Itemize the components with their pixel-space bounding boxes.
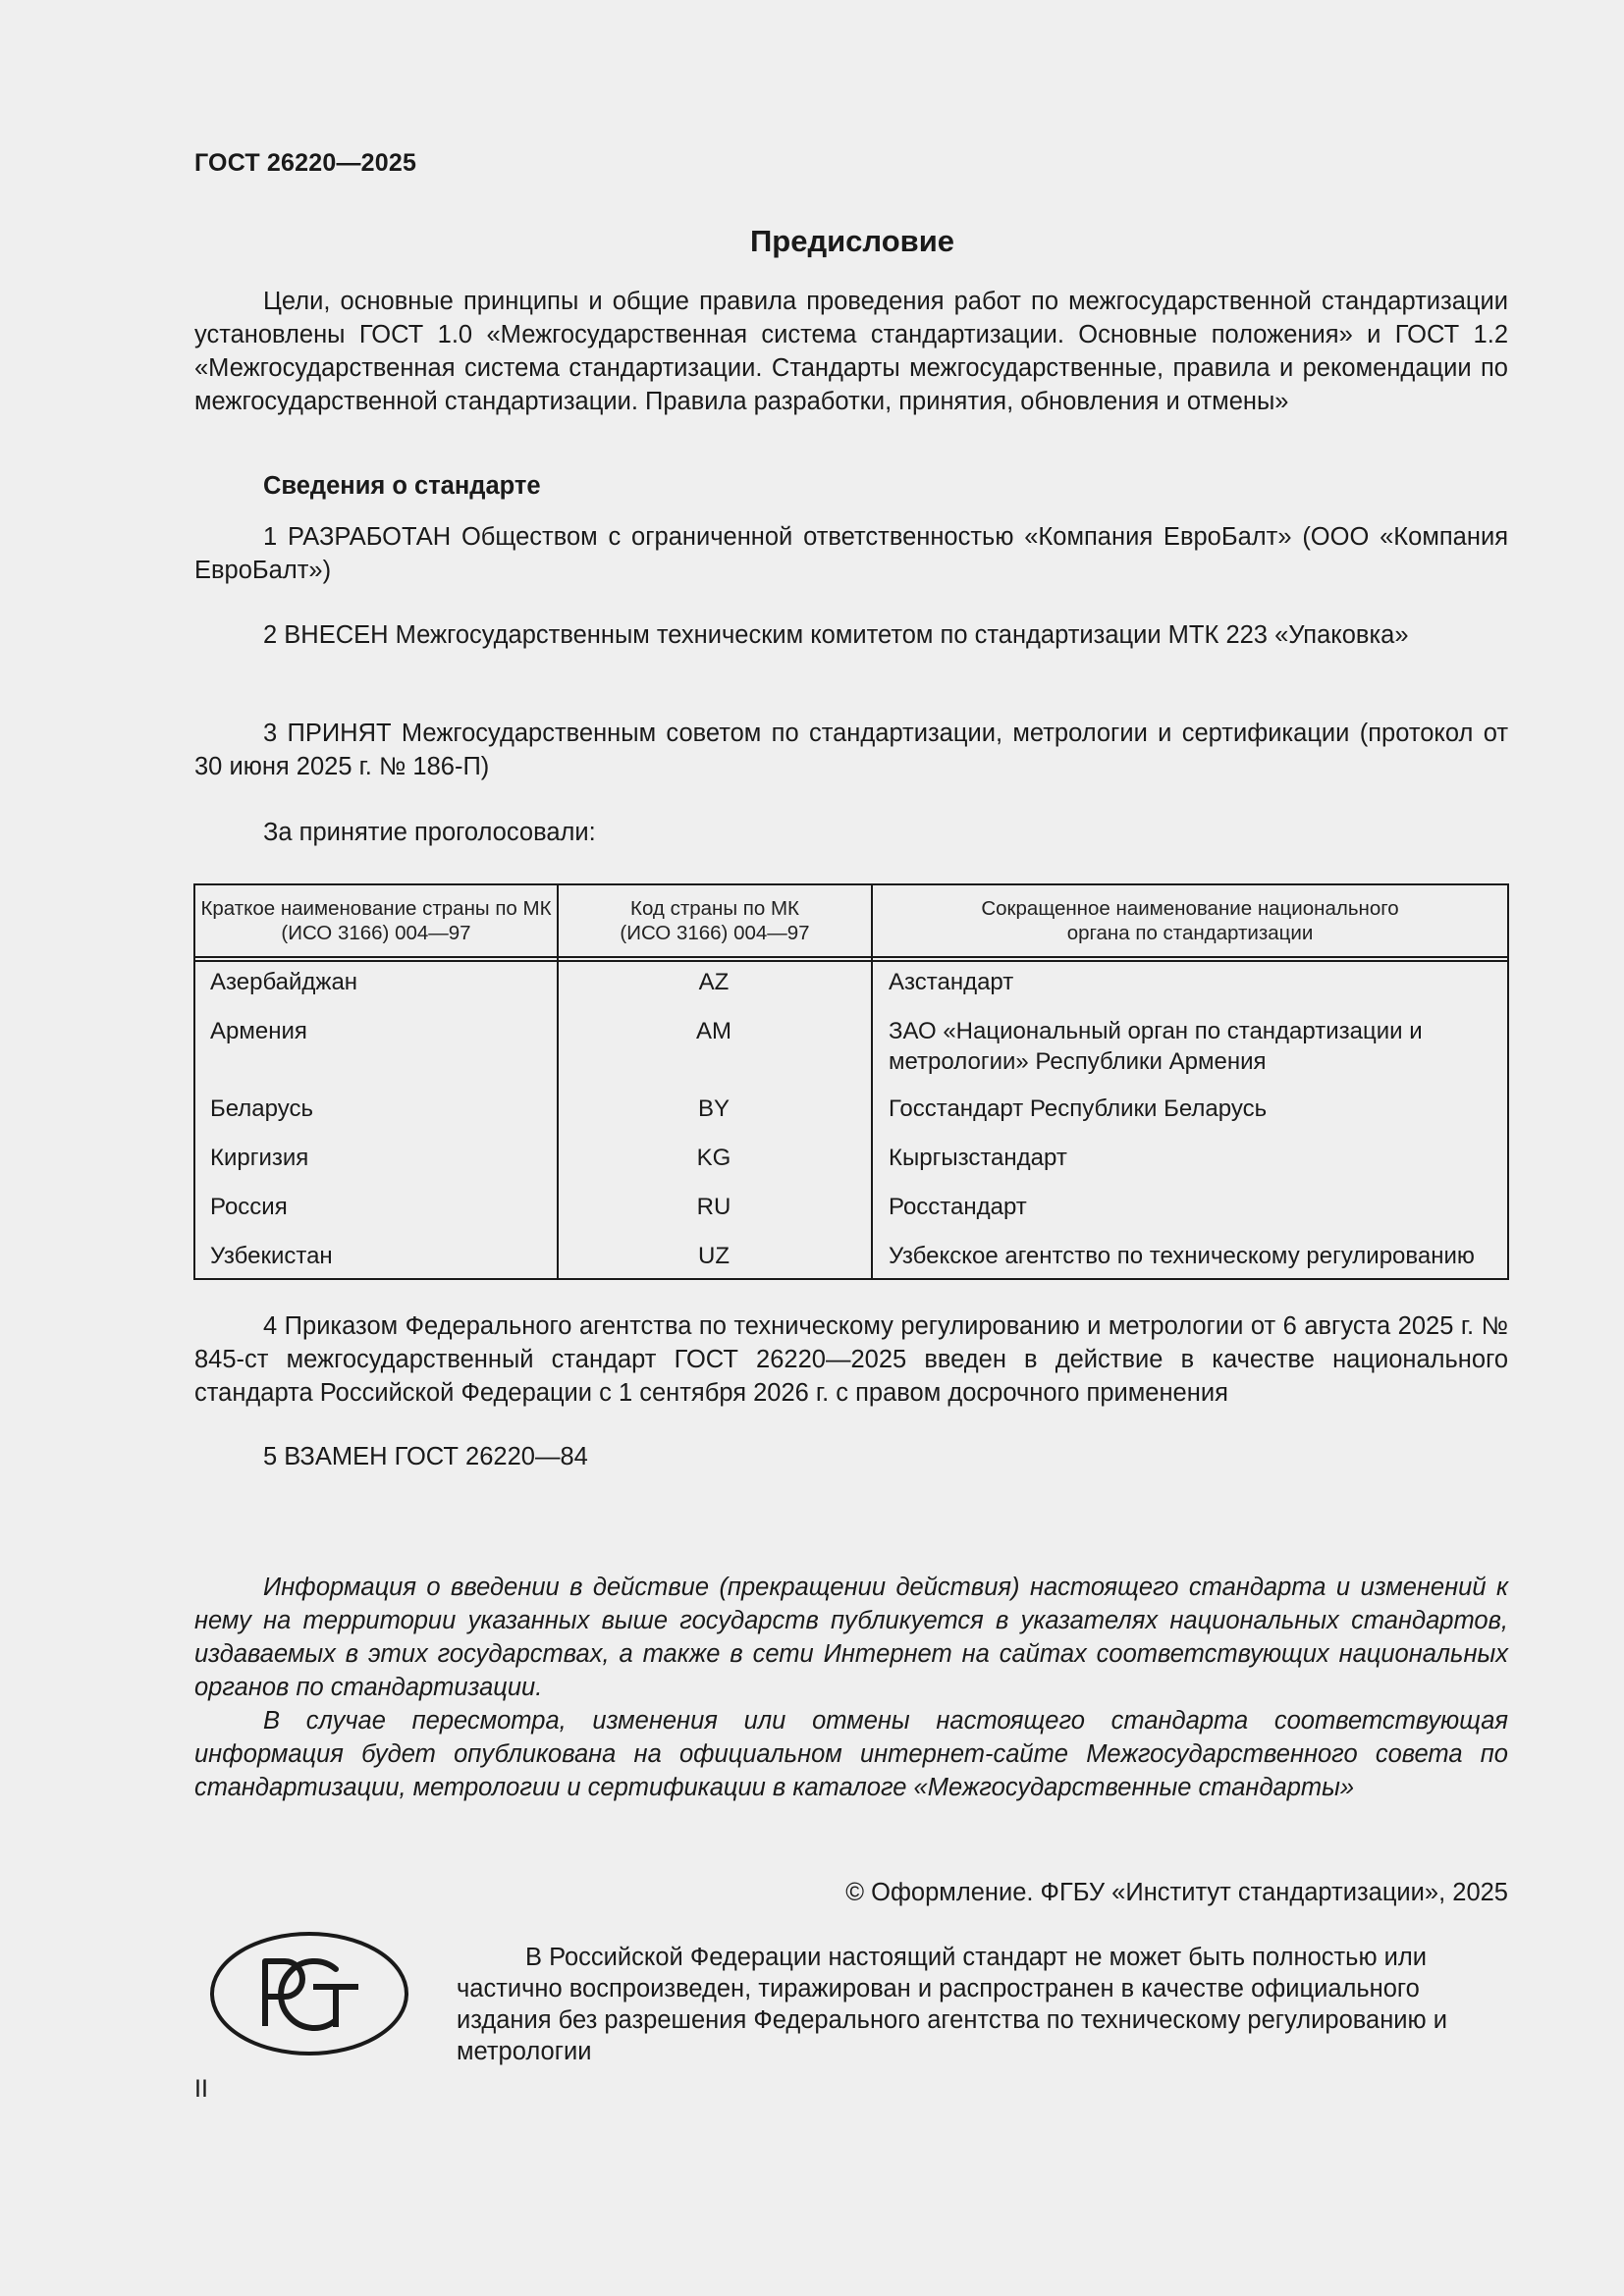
notice-paragraph-1: Информация о введении в действие (прекращении действия) настоящего стандарта и изменений к нему на территории указанных выше государств публикуется в указателях национальных стандартов, издаваемых в этих государствах, а также в сети Интернет на сайтах соответствующих национальных органов по стандартизации. (194, 1574, 1508, 1701)
cell-country: Беларусь (210, 1095, 313, 1122)
cell-code: KG (696, 1145, 731, 1171)
cell-body: Росстандарт (889, 1194, 1027, 1220)
item-replaces: 5 ВЗАМЕН ГОСТ 26220—84 (263, 1443, 588, 1470)
header-divider (195, 956, 1507, 958)
table-header (195, 885, 1507, 956)
page-number: II (194, 2075, 208, 2103)
cell-country: Киргизия (210, 1145, 309, 1171)
copyright-line: © Оформление. ФГБУ «Институт стандартизации», 2025 (845, 1879, 1508, 1906)
item-developed: 1 РАЗРАБОТАН Обществом с ограниченной ответственностью «Компания ЕвроБалт» (ООО «Компания ЕвроБалт») (194, 523, 1508, 584)
header-country: Краткое наименование страны по МК (ИСО 3166) 004—97 (200, 897, 552, 944)
cell-code: BY (697, 1095, 730, 1122)
notice-paragraph-2: В случае пересмотра, изменения или отмены настоящего стандарта соответствующая информация будет опубликована на официальном интернет-сайте Межгосударственного совета по стандартизации, метрологии и сертификации в каталоге «Межгосударственные стандарты» (194, 1707, 1508, 1801)
cell-body: Узбекское агентство по техническому регулированию (889, 1243, 1475, 1269)
cell-body: Госстандарт Республики Беларусь (889, 1095, 1268, 1122)
rst-certification-logo-icon (208, 1930, 410, 2057)
cell-country: Россия (210, 1194, 288, 1220)
header-code: Код страны по МК (ИСО 3166) 004—97 (620, 897, 810, 944)
voted-label: За принятие проголосовали: (263, 819, 596, 846)
cell-code: AM (696, 1018, 731, 1044)
header-divider-double (195, 960, 1507, 962)
cell-country: Азербайджан (210, 969, 358, 995)
info-heading: Сведения о стандарте (263, 472, 541, 500)
item-enacted: 4 Приказом Федерального агентства по техническому регулированию и метрологии от 6 августа 2025 г. № 845-ст межгосударственный стандарт ГОСТ 26220—2025 введен в действие в качестве национального стандарта Российской Федерации с 1 сентября 2026 г. с правом досрочного применения (194, 1312, 1508, 1407)
column-divider (871, 885, 873, 1278)
intro-paragraph: Цели, основные принципы и общие правила проведения работ по межгосударственной стандартизации установлены ГОСТ 1.0 «Межгосударственная система стандартизации. Основные положения» и ГОСТ 1.2 «Межгосударственная система стандартизации. Стандарты межгосударственные, правила и рекомендации по межгосударственной стандартизации. Правила разработки, принятия, обновления и отмены» (194, 288, 1508, 415)
cell-code: RU (696, 1194, 731, 1220)
cell-body: Азстандарт (889, 969, 1014, 995)
page-title: Предисловие (749, 224, 954, 258)
cell-body: Кыргызстандарт (889, 1145, 1067, 1171)
cell-country: Узбекистан (210, 1243, 333, 1269)
rights-notice: В Российской Федерации настоящий стандарт не может быть полностью или частично воспроизведен, тиражирован и распространен в качестве официального издания без разрешения Федерального агентства по техническому регулированию и метрологии (457, 1944, 1447, 2065)
document-code: ГОСТ 26220—2025 (194, 149, 417, 177)
cell-body: ЗАО «Национальный орган по стандартизации и метрологии» Республики Армения (889, 1018, 1423, 1075)
item-adopted: 3 ПРИНЯТ Межгосударственным советом по стандартизации, метрологии и сертификации (протокол от 30 июня 2025 г. № 186-П) (194, 720, 1508, 780)
cell-country: Армения (210, 1018, 307, 1044)
cell-code: UZ (698, 1243, 730, 1269)
cell-code: AZ (698, 969, 730, 995)
voting-table (193, 883, 1509, 1280)
header-body: Сокращенное наименование национального органа по стандартизации (981, 897, 1399, 944)
item-submitted: 2 ВНЕСЕН Межгосударственным техническим комитетом по стандартизации МТК 223 «Упаковка» (263, 621, 1409, 649)
